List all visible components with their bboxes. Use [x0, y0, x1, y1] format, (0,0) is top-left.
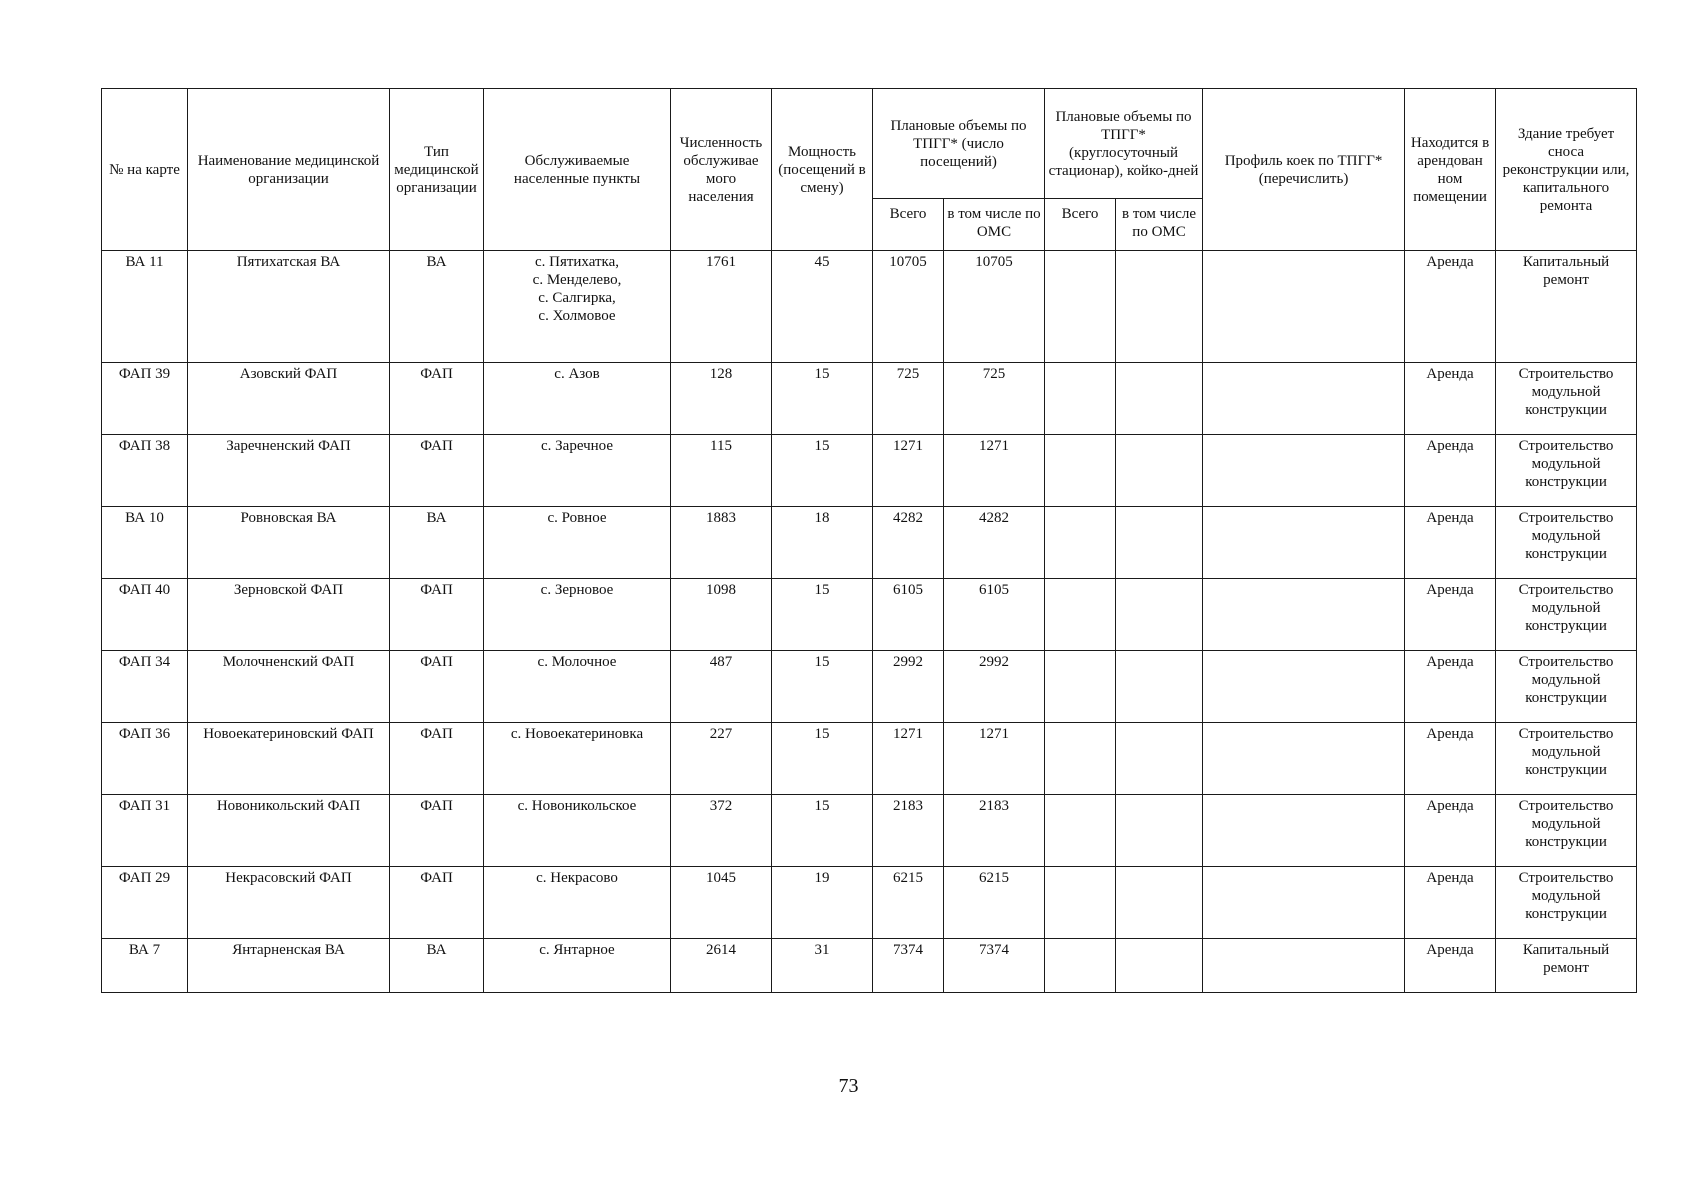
- cell-rented: Аренда: [1405, 579, 1496, 651]
- header-visits-total: Всего: [873, 199, 944, 251]
- cell-settlements: [484, 579, 671, 651]
- cell-map-no: ФАП 31: [102, 795, 188, 867]
- cell-settlements-line: с. Некрасово: [536, 870, 618, 886]
- cell-building-line: конструкции: [1525, 762, 1607, 778]
- cell-org-name: Янтарненская ВА: [188, 939, 390, 993]
- header-hospital-oms: в том числе по ОМС: [1116, 199, 1203, 251]
- cell-settlements-line: с. Молочное: [537, 654, 617, 670]
- cell-building-line: модульной: [1531, 744, 1601, 760]
- cell-hospital-total: [1045, 723, 1116, 795]
- cell-rented: Аренда: [1405, 795, 1496, 867]
- cell-hospital-oms: [1116, 435, 1203, 507]
- cell-population: 372: [671, 795, 772, 867]
- cell-org-name: Заречненский ФАП: [188, 435, 390, 507]
- header-capacity: Мощность (посещений в смену): [772, 89, 873, 251]
- cell-org-name: Зерновской ФАП: [188, 579, 390, 651]
- cell-population: 1761: [671, 251, 772, 363]
- cell-building-line: ремонт: [1543, 272, 1589, 288]
- cell-visits-oms: 10705: [944, 251, 1045, 363]
- cell-settlements-line: с. Холмовое: [538, 308, 616, 324]
- cell-capacity: 45: [772, 251, 873, 363]
- cell-hospital-total: [1045, 251, 1116, 363]
- cell-settlements: [484, 435, 671, 507]
- cell-hospital-oms: [1116, 363, 1203, 435]
- cell-capacity: 31: [772, 939, 873, 993]
- cell-org-name: Новоникольский ФАП: [188, 795, 390, 867]
- cell-bed-profile: [1203, 251, 1405, 363]
- cell-hospital-total: [1045, 651, 1116, 723]
- cell-visits-oms: 4282: [944, 507, 1045, 579]
- cell-settlements: [484, 651, 671, 723]
- cell-settlements-line: с. Пятихатка,: [534, 254, 620, 270]
- cell-population: 128: [671, 363, 772, 435]
- cell-population: 1098: [671, 579, 772, 651]
- cell-hospital-total: [1045, 507, 1116, 579]
- table-row: [102, 651, 1637, 723]
- cell-bed-profile: [1203, 939, 1405, 993]
- cell-capacity: 15: [772, 723, 873, 795]
- table-row: [102, 867, 1637, 939]
- cell-visits-oms: 2183: [944, 795, 1045, 867]
- cell-map-no: ФАП 34: [102, 651, 188, 723]
- cell-capacity: 15: [772, 795, 873, 867]
- header-rented: Находится в арендован ном помещении: [1405, 89, 1496, 251]
- cell-visits-total: 4282: [873, 507, 944, 579]
- cell-capacity: 19: [772, 867, 873, 939]
- cell-hospital-total: [1045, 795, 1116, 867]
- header-org-type: Тип медицинской организации: [390, 89, 484, 251]
- cell-rented: Аренда: [1405, 867, 1496, 939]
- cell-capacity: 15: [772, 651, 873, 723]
- cell-map-no: ФАП 29: [102, 867, 188, 939]
- cell-visits-oms: 1271: [944, 435, 1045, 507]
- cell-hospital-oms: [1116, 939, 1203, 993]
- header-visits-oms: в том числе по ОМС: [944, 199, 1045, 251]
- cell-visits-total: 7374: [873, 939, 944, 993]
- cell-rented: Аренда: [1405, 507, 1496, 579]
- cell-settlements-line: с. Новоекатериновка: [510, 726, 644, 742]
- cell-population: 1883: [671, 507, 772, 579]
- cell-building-line: конструкции: [1525, 690, 1607, 706]
- cell-building: [1496, 795, 1637, 867]
- cell-building-line: Капитальный: [1522, 942, 1610, 958]
- cell-visits-total: 10705: [873, 251, 944, 363]
- cell-building-line: Строительство: [1518, 654, 1614, 670]
- cell-hospital-total: [1045, 867, 1116, 939]
- cell-settlements-line: с. Новоникольское: [517, 798, 637, 814]
- cell-building-line: Строительство: [1518, 510, 1614, 526]
- cell-org-name: Пятихатская ВА: [188, 251, 390, 363]
- header-building: Здание требует сноса реконструкции или, капитального ремонта: [1496, 89, 1637, 251]
- cell-settlements: [484, 795, 671, 867]
- cell-settlements-line: с. Зерновое: [540, 582, 614, 598]
- cell-map-no: ВА 11: [102, 251, 188, 363]
- table-body: [102, 251, 1637, 993]
- cell-building-line: Строительство: [1518, 438, 1614, 454]
- cell-building-line: модульной: [1531, 528, 1601, 544]
- cell-hospital-total: [1045, 939, 1116, 993]
- cell-population: 487: [671, 651, 772, 723]
- table-row: [102, 435, 1637, 507]
- cell-building: [1496, 939, 1637, 993]
- cell-building-line: Строительство: [1518, 582, 1614, 598]
- header-map-no: № на карте: [102, 89, 188, 251]
- cell-building-line: модульной: [1531, 888, 1601, 904]
- cell-building-line: модульной: [1531, 600, 1601, 616]
- cell-hospital-total: [1045, 435, 1116, 507]
- cell-settlements-line: с. Менделево,: [532, 272, 622, 288]
- cell-building: [1496, 507, 1637, 579]
- cell-building-line: модульной: [1531, 816, 1601, 832]
- cell-settlements: [484, 939, 671, 993]
- cell-capacity: 15: [772, 579, 873, 651]
- header-org-name: Наименование медицинской организации: [188, 89, 390, 251]
- cell-building: [1496, 867, 1637, 939]
- header-plan-visits: Плановые объемы по ТПГГ* (число посещений): [873, 89, 1045, 199]
- cell-visits-total: 6215: [873, 867, 944, 939]
- cell-org-type: ФАП: [390, 435, 484, 507]
- table-row: [102, 579, 1637, 651]
- cell-visits-total: 1271: [873, 435, 944, 507]
- cell-org-name: Азовский ФАП: [188, 363, 390, 435]
- cell-bed-profile: [1203, 723, 1405, 795]
- cell-settlements: [484, 867, 671, 939]
- cell-map-no: ВА 10: [102, 507, 188, 579]
- cell-rented: Аренда: [1405, 435, 1496, 507]
- cell-building-line: конструкции: [1525, 402, 1607, 418]
- cell-building: [1496, 251, 1637, 363]
- cell-settlements-line: с. Азов: [554, 366, 600, 382]
- cell-population: 115: [671, 435, 772, 507]
- cell-building-line: Строительство: [1518, 798, 1614, 814]
- cell-capacity: 15: [772, 435, 873, 507]
- cell-rented: Аренда: [1405, 651, 1496, 723]
- cell-building-line: Строительство: [1518, 726, 1614, 742]
- cell-building: [1496, 363, 1637, 435]
- cell-bed-profile: [1203, 579, 1405, 651]
- cell-rented: Аренда: [1405, 723, 1496, 795]
- table-row: [102, 939, 1637, 993]
- cell-visits-oms: 1271: [944, 723, 1045, 795]
- facilities-table: [101, 88, 1637, 993]
- cell-org-type: ФАП: [390, 723, 484, 795]
- cell-bed-profile: [1203, 795, 1405, 867]
- cell-bed-profile: [1203, 435, 1405, 507]
- cell-settlements-line: с. Ровное: [547, 510, 607, 526]
- cell-building-line: модульной: [1531, 456, 1601, 472]
- table-row: [102, 251, 1637, 363]
- cell-hospital-oms: [1116, 507, 1203, 579]
- cell-building-line: конструкции: [1525, 834, 1607, 850]
- cell-org-type: ВА: [390, 251, 484, 363]
- cell-building: [1496, 651, 1637, 723]
- cell-org-name: Новоекатериновский ФАП: [188, 723, 390, 795]
- cell-rented: Аренда: [1405, 251, 1496, 363]
- cell-settlements-line: с. Янтарное: [539, 942, 615, 958]
- table-row: [102, 363, 1637, 435]
- cell-bed-profile: [1203, 363, 1405, 435]
- cell-bed-profile: [1203, 867, 1405, 939]
- header-settlements: Обслуживаемые населенные пункты: [484, 89, 671, 251]
- cell-hospital-oms: [1116, 579, 1203, 651]
- cell-population: 227: [671, 723, 772, 795]
- cell-map-no: ВА 7: [102, 939, 188, 993]
- cell-building-line: конструкции: [1525, 618, 1607, 634]
- cell-building-line: конструкции: [1525, 474, 1607, 490]
- cell-hospital-total: [1045, 363, 1116, 435]
- cell-org-type: ФАП: [390, 795, 484, 867]
- cell-visits-oms: 6215: [944, 867, 1045, 939]
- cell-org-type: ФАП: [390, 579, 484, 651]
- cell-settlements: [484, 507, 671, 579]
- cell-visits-total: 6105: [873, 579, 944, 651]
- cell-visits-total: 725: [873, 363, 944, 435]
- cell-building-line: Капитальный: [1522, 254, 1610, 270]
- header-plan-hospital: Плановые объемы по ТПГГ* (круглосуточный стационар), койко-дней: [1045, 89, 1203, 199]
- cell-map-no: ФАП 39: [102, 363, 188, 435]
- cell-settlements: [484, 723, 671, 795]
- header-hospital-total: Всего: [1045, 199, 1116, 251]
- header-bed-profile: Профиль коек по ТПГГ* (перечислить): [1203, 89, 1405, 251]
- cell-settlements-line: с. Заречное: [540, 438, 614, 454]
- cell-building-line: модульной: [1531, 384, 1601, 400]
- cell-org-name: Молочненский ФАП: [188, 651, 390, 723]
- cell-org-name: Ровновская ВА: [188, 507, 390, 579]
- cell-org-type: ФАП: [390, 867, 484, 939]
- cell-building-line: Строительство: [1518, 366, 1614, 382]
- cell-hospital-oms: [1116, 651, 1203, 723]
- cell-visits-oms: 7374: [944, 939, 1045, 993]
- header-population: Численность обслуживае мого населения: [671, 89, 772, 251]
- cell-population: 2614: [671, 939, 772, 993]
- cell-map-no: ФАП 40: [102, 579, 188, 651]
- cell-org-type: ФАП: [390, 651, 484, 723]
- cell-visits-oms: 2992: [944, 651, 1045, 723]
- cell-building-line: конструкции: [1525, 546, 1607, 562]
- cell-building: [1496, 435, 1637, 507]
- cell-rented: Аренда: [1405, 939, 1496, 993]
- table-row: [102, 507, 1637, 579]
- cell-org-type: ВА: [390, 507, 484, 579]
- cell-settlements: [484, 251, 671, 363]
- cell-hospital-oms: [1116, 867, 1203, 939]
- cell-building-line: конструкции: [1525, 906, 1607, 922]
- cell-rented: Аренда: [1405, 363, 1496, 435]
- cell-visits-total: 2992: [873, 651, 944, 723]
- cell-population: 1045: [671, 867, 772, 939]
- cell-map-no: ФАП 36: [102, 723, 188, 795]
- cell-hospital-oms: [1116, 251, 1203, 363]
- cell-capacity: 15: [772, 363, 873, 435]
- table-row: [102, 795, 1637, 867]
- cell-visits-total: 1271: [873, 723, 944, 795]
- cell-building: [1496, 579, 1637, 651]
- cell-visits-total: 2183: [873, 795, 944, 867]
- cell-org-type: ФАП: [390, 363, 484, 435]
- cell-org-type: ВА: [390, 939, 484, 993]
- cell-visits-oms: 725: [944, 363, 1045, 435]
- cell-settlements: [484, 363, 671, 435]
- cell-hospital-oms: [1116, 795, 1203, 867]
- cell-building: [1496, 723, 1637, 795]
- cell-map-no: ФАП 38: [102, 435, 188, 507]
- cell-building-line: ремонт: [1543, 960, 1589, 976]
- cell-building-line: модульной: [1531, 672, 1601, 688]
- cell-visits-oms: 6105: [944, 579, 1045, 651]
- cell-settlements-line: с. Салгирка,: [538, 290, 616, 306]
- cell-capacity: 18: [772, 507, 873, 579]
- cell-org-name: Некрасовский ФАП: [188, 867, 390, 939]
- cell-bed-profile: [1203, 651, 1405, 723]
- page-number: 73: [838, 1075, 859, 1097]
- cell-hospital-total: [1045, 579, 1116, 651]
- table-row: [102, 723, 1637, 795]
- table-header: [102, 89, 1637, 251]
- cell-bed-profile: [1203, 507, 1405, 579]
- cell-hospital-oms: [1116, 723, 1203, 795]
- cell-building-line: Строительство: [1518, 870, 1614, 886]
